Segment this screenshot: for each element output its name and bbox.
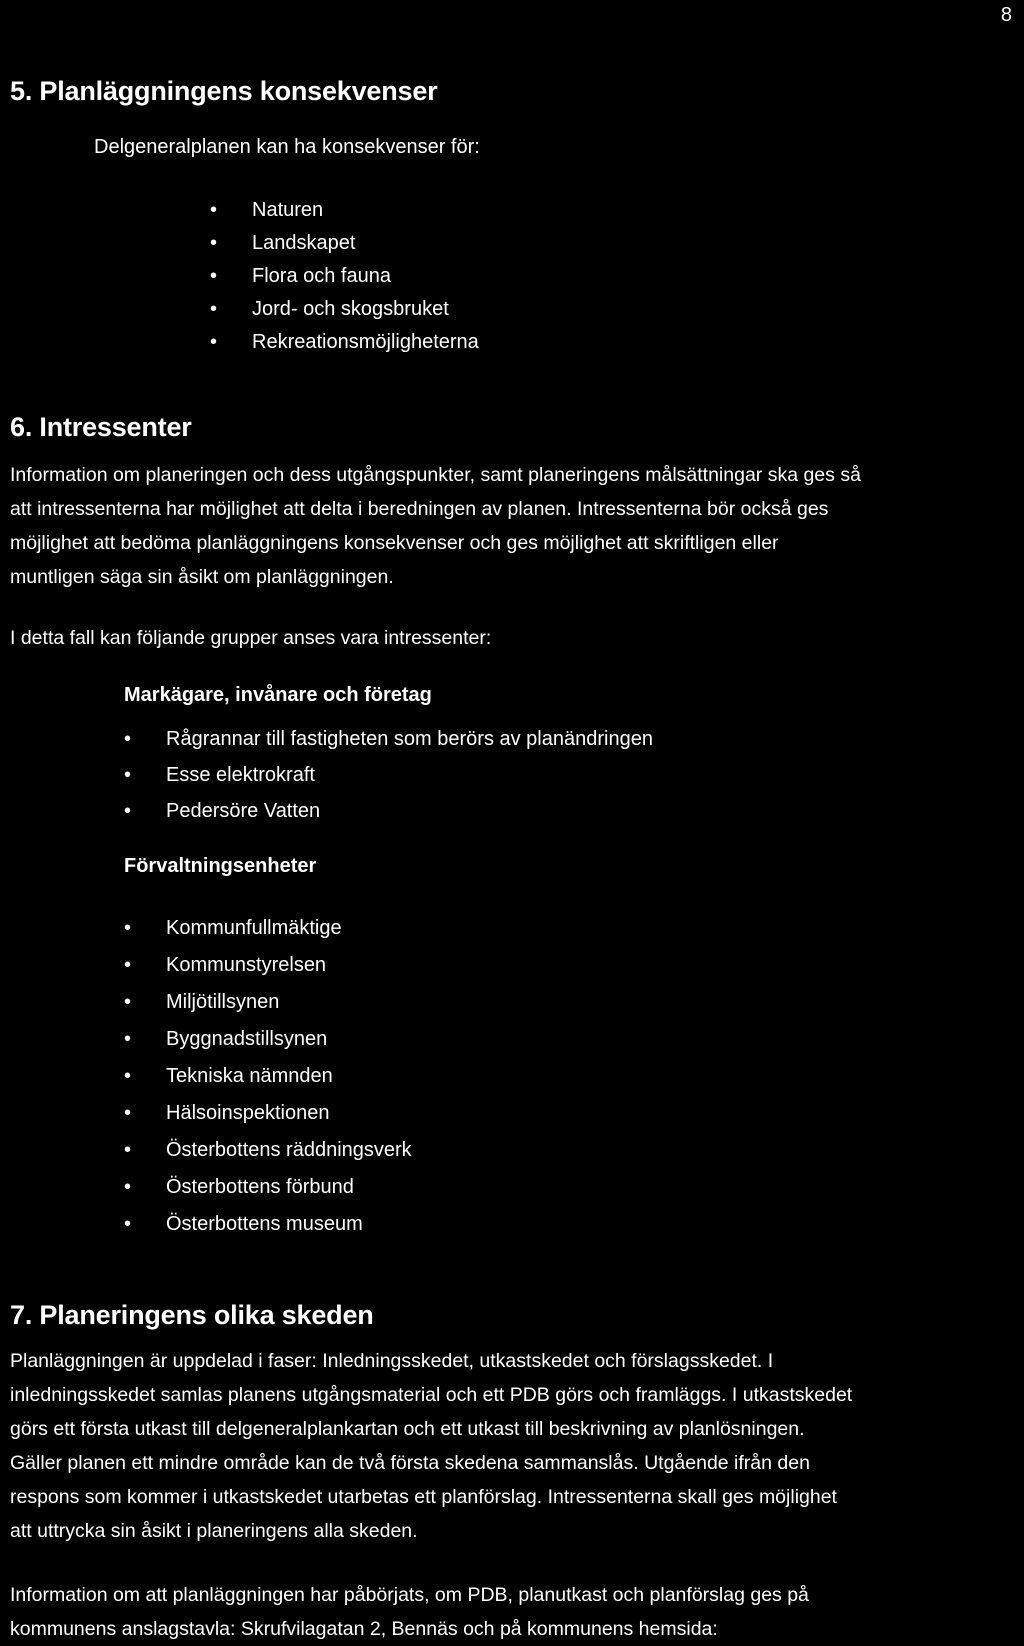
- text-line: möjlighet att bedöma planläggningens konsekvenser och ges möjlighet att skriftligen eller: [10, 532, 779, 554]
- list-item: • Rekreationsmöjligheterna: [210, 326, 479, 359]
- text-line: Planläggningen är uppdelad i faser: Inledningsskedet, utkastskedet och förslagsskedet. I: [10, 1350, 774, 1372]
- text-line: att intressenterna har möjlighet att delta i beredningen av planen. Intressenterna bör också ges: [10, 498, 829, 520]
- list-item: • Miljötillsynen: [124, 984, 412, 1021]
- list-item: • Kommunfullmäktige: [124, 910, 412, 947]
- list-item: • Österbottens museum: [124, 1206, 412, 1243]
- list-item: • Österbottens räddningsverk: [124, 1132, 412, 1169]
- bullet-icon: •: [124, 800, 132, 822]
- bullet-icon: •: [124, 1102, 132, 1124]
- bullet-icon: •: [124, 991, 132, 1013]
- page-number: 8: [1000, 4, 1012, 26]
- bullet-icon: •: [124, 1213, 132, 1235]
- section7-paragraph: [10, 1344, 1010, 1548]
- text-line: Information om planeringen och dess utgångspunkter, samt planeringens målsättningar ska ges så: [10, 464, 861, 486]
- group-heading-markagare: Markägare, invånare och företag: [124, 684, 432, 706]
- bullet-icon: •: [124, 954, 132, 976]
- bullet-icon: •: [124, 728, 132, 750]
- bullet-icon: •: [124, 1028, 132, 1050]
- list-item: • Flora och fauna: [210, 260, 479, 293]
- text-line: att uttrycka sin åsikt i planeringens alla skeden.: [10, 1520, 418, 1542]
- list-item: • Naturen: [210, 194, 479, 227]
- section5-intro: Delgeneralplanen kan ha konsekvenser för:: [94, 136, 480, 158]
- group-heading-forvaltning: Förvaltningsenheter: [124, 855, 317, 877]
- list-item: • Jord- och skogsbruket: [210, 293, 479, 326]
- bullet-icon: •: [210, 232, 218, 254]
- text-line: kommunens anslagstavla: Skrufvilagatan 2, Bennäs och på kommunens hemsida:: [10, 1618, 718, 1640]
- section7-heading: 7. Planeringens olika skeden: [10, 1300, 374, 1330]
- list-item: • Esse elektrokraft: [124, 757, 653, 793]
- list-item: • Landskapet: [210, 227, 479, 260]
- text-line: Gäller planen ett mindre område kan de två första skedena sammanslås. Utgående ifrån den: [10, 1452, 810, 1474]
- list-item: • Österbottens förbund: [124, 1169, 412, 1206]
- section6-heading: 6. Intressenter: [10, 412, 192, 442]
- list-item: • Rågrannar till fastigheten som berörs av planändringen: [124, 721, 653, 757]
- section6-groups-intro: I detta fall kan följande grupper anses vara intressenter:: [10, 627, 492, 649]
- list-item: • Kommunstyrelsen: [124, 947, 412, 984]
- text-line: görs ett första utkast till delgeneralplankartan och ett utkast till beskrivning av planlösningen.: [10, 1418, 805, 1440]
- list-item: • Byggnadstillsynen: [124, 1021, 412, 1058]
- text-line: inledningsskedet samlas planens utgångsmaterial och ett PDB görs och framläggs. I utkastskedet: [10, 1384, 853, 1406]
- bullet-icon: •: [210, 199, 218, 221]
- markagare-list: [124, 721, 653, 829]
- bullet-icon: •: [124, 917, 132, 939]
- section7-info-paragraph: [10, 1578, 1010, 1646]
- list-item: • Tekniska nämnden: [124, 1058, 412, 1095]
- list-item: • Hälsoinspektionen: [124, 1095, 412, 1132]
- bullet-icon: •: [210, 331, 218, 353]
- bullet-icon: •: [210, 298, 218, 320]
- bullet-icon: •: [124, 764, 132, 786]
- bullet-icon: •: [124, 1065, 132, 1087]
- section5-heading: 5. Planläggningens konsekvenser: [10, 76, 438, 106]
- section6-paragraph: [10, 458, 1010, 594]
- text-line: respons som kommer i utkastskedet utarbetas ett planförslag. Intressenterna skall ges möjlighet: [10, 1486, 837, 1508]
- text-line: muntligen säga sin åsikt om planläggningen.: [10, 566, 394, 588]
- bullet-icon: •: [210, 265, 218, 287]
- forvaltning-list: [124, 910, 412, 1243]
- bullet-icon: •: [124, 1176, 132, 1198]
- list-item: • Pedersöre Vatten: [124, 793, 653, 829]
- konsekvenser-list: [210, 194, 479, 359]
- text-line: Information om att planläggningen har påbörjats, om PDB, planutkast och planförslag ges på: [10, 1584, 809, 1606]
- bullet-icon: •: [124, 1139, 132, 1161]
